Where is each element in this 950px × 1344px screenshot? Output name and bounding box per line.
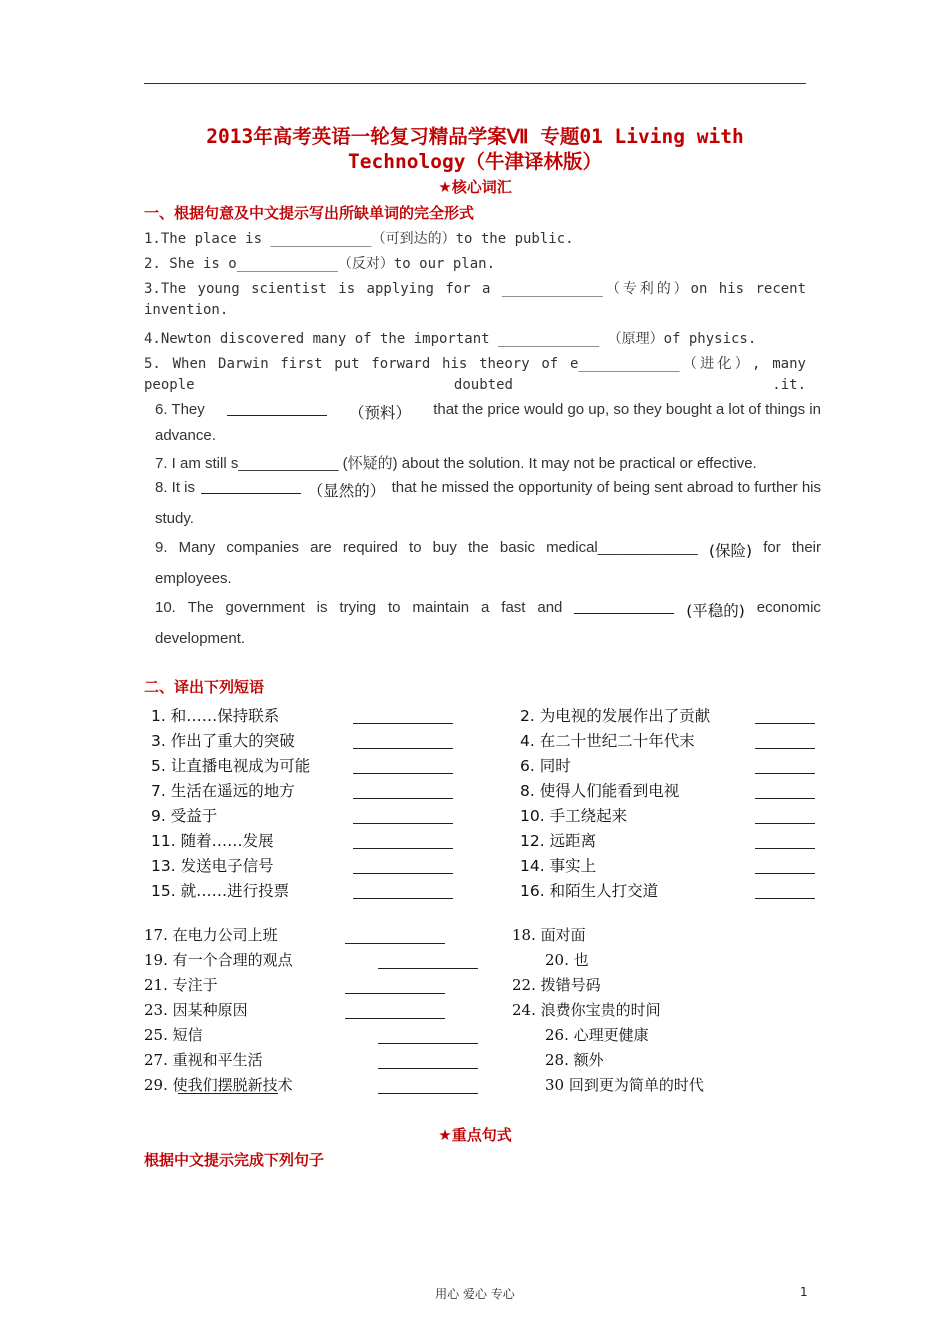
phrase-item: 8. 使得人们能看到电视 (520, 782, 680, 800)
word: required (342, 539, 398, 556)
phrase-item: 22. 拨错号码 (512, 976, 601, 994)
word: to (409, 539, 422, 556)
word: maintain (412, 599, 470, 616)
phrase-item: 17. 在电力公司上班 (144, 926, 278, 944)
phrase-item: 10. 手工绕起来 (520, 807, 628, 825)
answer-line[interactable] (378, 968, 478, 969)
phrase-item: 14. 事实上 (520, 857, 597, 875)
word: a (482, 281, 491, 297)
answer-blank[interactable] (201, 479, 301, 494)
word: is (338, 281, 356, 297)
answer-line[interactable] (755, 848, 815, 849)
phrase-item: 3. 作出了重大的突破 (151, 732, 295, 750)
word: ____________（专利的）on (501, 281, 708, 297)
s6-lead: 6. They (155, 401, 205, 418)
sentence-1: 1.The place is ____________（可到达的）to the public. (144, 231, 574, 247)
phrase-item: 20. 也 (545, 951, 589, 969)
word: for (445, 281, 471, 297)
word: government (225, 599, 305, 616)
word: economic (756, 599, 821, 616)
word: his (718, 281, 745, 297)
part1-heading: 一、根据句意及中文提示写出所缺单词的完全形式 (144, 204, 475, 222)
phrase-item: 29. 使我们摆脱新技术 (144, 1076, 293, 1094)
phrase-item: 5. 让直播电视成为可能 (151, 757, 311, 775)
phrase-item: 27. 重视和平生活 (144, 1051, 263, 1069)
word: to (388, 599, 401, 616)
sentence-9-line2: employees. (155, 570, 232, 587)
phrase-item: 9. 受益于 (151, 807, 218, 825)
answer-line[interactable] (755, 773, 815, 774)
sentence-7: 7. I am still s____________ (怀疑的) about the solution. It may not be practical or effective. (155, 455, 757, 472)
word: his (442, 356, 468, 372)
answer-line[interactable] (755, 823, 815, 824)
word: and (537, 599, 563, 616)
sentence-3-line2: invention. (144, 302, 229, 318)
word: the (467, 539, 489, 556)
word: first (280, 356, 323, 372)
word: forward (371, 356, 431, 372)
word: recent (755, 281, 807, 297)
answer-line[interactable] (353, 798, 453, 799)
phrase-item: 7. 生活在遥远的地方 (151, 782, 295, 800)
phrase-item: 21. 专注于 (144, 976, 218, 994)
phrase-item: 2. 为电视的发展作出了贡献 (520, 707, 711, 725)
answer-line[interactable] (755, 723, 815, 724)
sentence-5-line2 (144, 377, 806, 393)
answer-blank[interactable] (227, 401, 327, 416)
sentence-3-line1 (144, 278, 806, 298)
word: e____________（进化）, (569, 356, 761, 372)
sentence-6-line1 (155, 401, 821, 423)
word: 9. (155, 539, 168, 556)
answer-line[interactable] (353, 823, 453, 824)
answer-line[interactable] (353, 748, 453, 749)
sentence-2: 2. She is o____________（反对）to our plan. (144, 256, 496, 272)
answer-line[interactable] (378, 1093, 478, 1094)
answer-line[interactable] (345, 943, 445, 944)
phrase-item: 4. 在二十世纪二十年代末 (520, 732, 695, 750)
page-number: 1 (800, 1285, 808, 1299)
word: 5. (144, 356, 161, 372)
word: is (316, 599, 328, 616)
key-sentences-heading: ★重点句式 (438, 1126, 512, 1144)
phrase-item: 15. 就……进行投票 (151, 882, 290, 900)
part2-heading: 二、译出下列短语 (144, 678, 265, 696)
word: for (763, 539, 781, 556)
answer-line[interactable] (353, 848, 453, 849)
word: When (172, 356, 207, 372)
answer-line[interactable] (755, 798, 815, 799)
sentence-4: 4.Newton discovered many of the important ____________ （原理）of physics. (144, 331, 757, 347)
answer-line[interactable] (353, 773, 453, 774)
core-vocab-heading: ★核心词汇 (438, 178, 512, 196)
word: fast (501, 599, 526, 616)
sentence-8-line1 (155, 479, 821, 501)
answer-line[interactable] (345, 993, 445, 994)
phrase-item: 1. 和……保持联系 (151, 707, 280, 725)
part3-heading: 根据中文提示完成下列句子 (144, 1151, 325, 1169)
hint: (平稳的) (686, 602, 745, 620)
answer-blank[interactable] (574, 599, 674, 614)
word: young (197, 281, 240, 297)
sentence-8-line2: study. (155, 510, 194, 527)
word: basic (499, 539, 535, 556)
sentence-5-line1 (144, 353, 806, 373)
word: many (772, 356, 806, 372)
phrase-item: 18. 面对面 (512, 926, 586, 944)
answer-line[interactable] (755, 873, 815, 874)
phrase-item: 28. 额外 (545, 1051, 604, 1069)
s8-lead: 8. It is (155, 479, 196, 496)
word: companies (226, 539, 299, 556)
phrase-item: 26. 心理更健康 (545, 1026, 649, 1044)
word: of (541, 356, 559, 372)
doc-title-line1: 2013年高考英语一轮复习精品学案Ⅶ 专题01 Living with (206, 125, 744, 148)
word: a (481, 599, 490, 616)
doc-title-line2: Technology（牛津译林版） (348, 150, 602, 173)
answer-line[interactable] (353, 723, 453, 724)
footer-motto: 用心 爱心 专心 (435, 1287, 515, 1301)
word: Darwin (218, 356, 269, 372)
word: 3.The (144, 281, 187, 297)
sentence-6-line2: advance. (155, 427, 216, 444)
answer-line[interactable] (353, 873, 453, 874)
word: trying (339, 599, 377, 616)
sentence-10-line2: development. (155, 630, 246, 647)
word: are (310, 539, 332, 556)
sentence-10-line1 (155, 599, 821, 621)
phrase-item: 13. 发送电子信号 (151, 857, 274, 875)
word: The (187, 599, 214, 616)
answer-line[interactable] (755, 898, 815, 899)
phrase-item: 16. 和陌生人打交道 (520, 882, 659, 900)
word: .it. (772, 377, 806, 393)
s8-rest: that he missed the opportunity of being sent abroad to further his (391, 479, 821, 496)
word: people (144, 377, 195, 393)
answer-line[interactable] (345, 1018, 445, 1019)
word: medical____________ (546, 539, 698, 556)
phrase-item: 25. 短信 (144, 1026, 203, 1044)
word: their (791, 539, 821, 556)
phrase-item: 19. 有一个合理的观点 (144, 951, 293, 969)
answer-line[interactable] (378, 1068, 478, 1069)
phrase-item: 30 回到更为简单的时代 (545, 1076, 704, 1094)
phrase-item: 6. 同时 (520, 757, 571, 775)
word: put (334, 356, 360, 372)
answer-line[interactable] (353, 898, 453, 899)
word: scientist (251, 281, 327, 297)
word: theory (479, 356, 530, 372)
header-rule (144, 83, 806, 84)
phrase-item: 11. 随着……发展 (151, 832, 274, 850)
sentence-9-line1 (155, 539, 821, 561)
phrase-item: 12. 远距离 (520, 832, 597, 850)
word: 10. (155, 599, 176, 616)
word: applying (366, 281, 434, 297)
s6-hint: （预料） (349, 404, 412, 422)
hint: (保险) (708, 542, 753, 560)
s8-hint: （显然的） (307, 482, 386, 500)
answer-line[interactable] (378, 1043, 478, 1044)
word: doubted (453, 377, 513, 393)
answer-line[interactable] (755, 748, 815, 749)
word: Many (178, 539, 216, 556)
s6-rest: that the price would go up, so they bought a lot of things in (433, 401, 821, 418)
word: buy (432, 539, 457, 556)
phrase-item: 23. 因某种原因 (144, 1001, 248, 1019)
phrase-item: 24. 浪费你宝贵的时间 (512, 1001, 661, 1019)
